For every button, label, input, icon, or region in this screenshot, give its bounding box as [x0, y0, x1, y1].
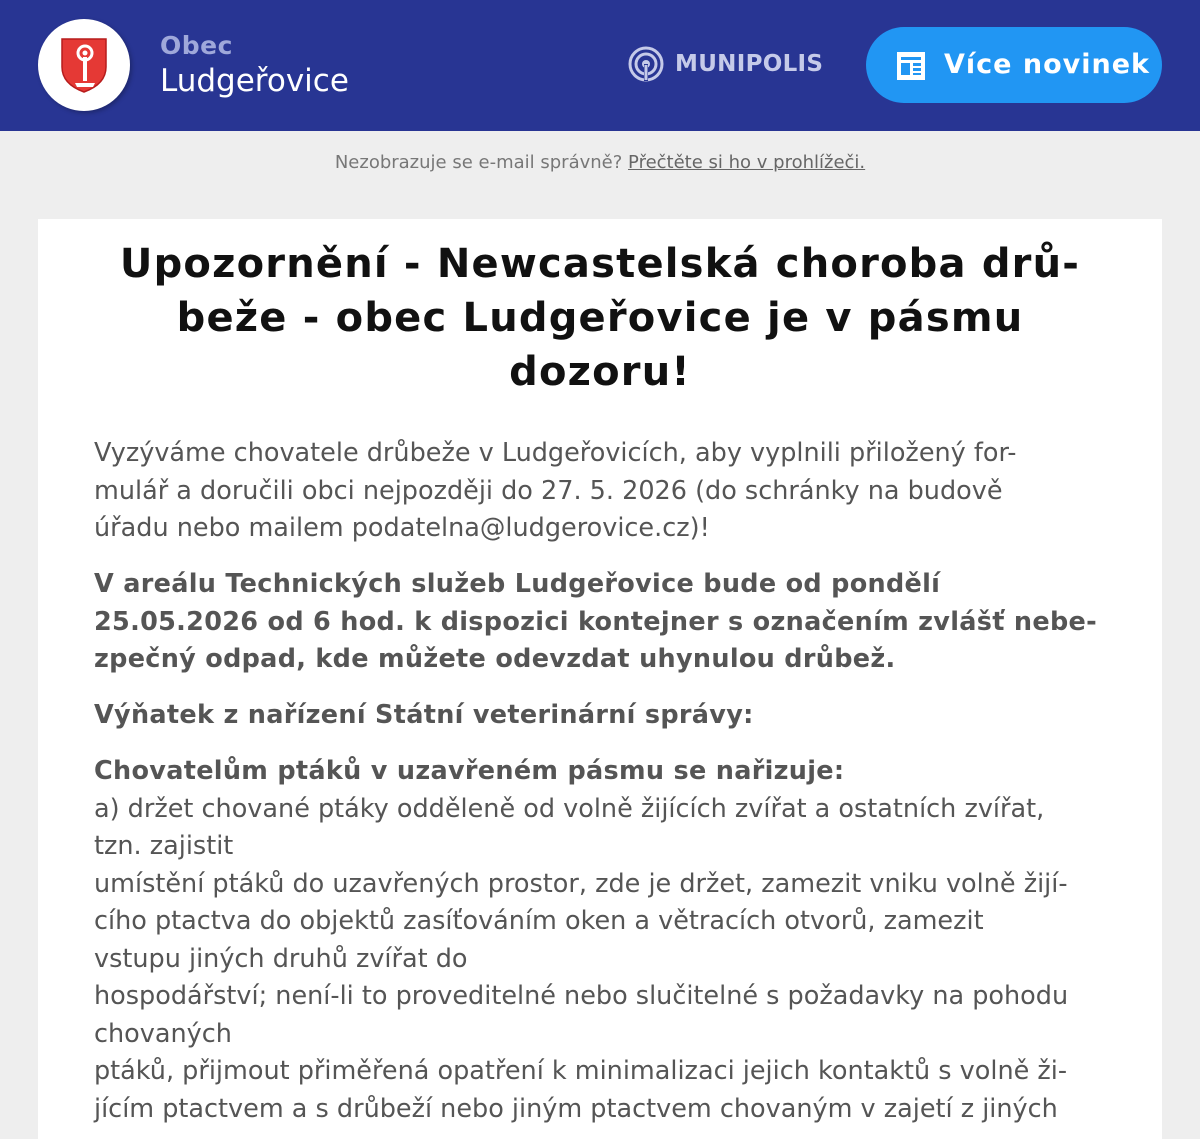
notice-paragraph	[94, 566, 1114, 679]
text-line: 25.05.2026 od 6 hod. k dispozici kontejner s označením zvlášť nebe-	[94, 606, 1097, 637]
org-name-label[interactable]: Ludgeřovice	[160, 63, 349, 99]
text-line: zpečný odpad, kde můžete odevzdat uhynulou drůbež.	[94, 644, 896, 674]
preheader-text: Nezobrazuje se e-mail správně?	[334, 152, 623, 173]
article-title	[100, 237, 1100, 399]
text-line: V areálu Technických služeb Ludgeřovice bude od pondělí	[94, 569, 941, 599]
text-line: mulář a doručili obci nejpozději do 27. 5. 2026 (do schránky na budově	[94, 475, 1003, 506]
munipolis-logo[interactable]	[627, 44, 823, 84]
preheader	[0, 152, 1200, 173]
coat-of-arms-icon[interactable]	[38, 19, 130, 111]
title-line: beže - obec Ludgeřovice je v pásmu	[176, 295, 1024, 341]
text-line: chovaných	[94, 1018, 232, 1049]
text-line: jícím ptactvem a s drůbeží nebo jiným ptactvem chovaným v zajetí z jiných	[94, 1093, 1058, 1124]
text-line: vstupu jiných druhů zvířat do	[94, 943, 468, 974]
text-line: Výňatek z nařízení Státní veterinární správy:	[94, 700, 754, 730]
text-line: úřadu nebo mailem podatelna@ludgerovice.cz)!	[94, 513, 710, 543]
text-line: a) držet chované ptáky odděleně od volně žijících zvířat a ostatních zvířat,	[94, 793, 1045, 824]
title-line: dozoru!	[509, 349, 691, 395]
article-card	[38, 219, 1162, 1139]
text-line: Vyzýváme chovatele drůbeže v Ludgeřovicích, aby vyplnili přiložený for-	[94, 438, 1017, 468]
excerpt-heading	[94, 697, 1114, 735]
view-in-browser-link[interactable]: Přečtěte si ho v prohlížeči.	[628, 152, 866, 173]
article-body	[94, 435, 1114, 1128]
text-line: cího ptactva do objektů zasíťováním oken a větracích otvorů, zamezit	[94, 906, 984, 936]
text-line: ptáků, přijmout přiměřená opatření k minimalizaci jejich kontaktů s volně ži-	[94, 1056, 1068, 1086]
title-line: Upozornění - Newcastelská choroba drů-	[119, 241, 1081, 287]
text-line: umístění ptáků do uzavřených prostor, zde je držet, zamezit vniku volně žijí-	[94, 868, 1068, 899]
more-news-button[interactable]	[866, 27, 1162, 103]
header-bar	[0, 0, 1200, 131]
platform-name: MUNIPOLIS	[675, 51, 824, 77]
more-news-label: Více novinek	[944, 49, 1150, 80]
rules-heading: Chovatelům ptáků v uzavřeném pásmu se nařizuje:	[94, 756, 845, 786]
text-line: tzn. zajistit	[94, 831, 234, 861]
rules-paragraph	[94, 753, 1114, 1128]
newspaper-icon	[895, 50, 927, 82]
text-line: hospodářství; není-li to proveditelné nebo slučitelné s požadavky na pohodu	[94, 981, 1069, 1011]
intro-paragraph	[94, 435, 1114, 548]
org-type-label: Obec	[160, 31, 233, 60]
broadcast-icon	[627, 45, 665, 83]
